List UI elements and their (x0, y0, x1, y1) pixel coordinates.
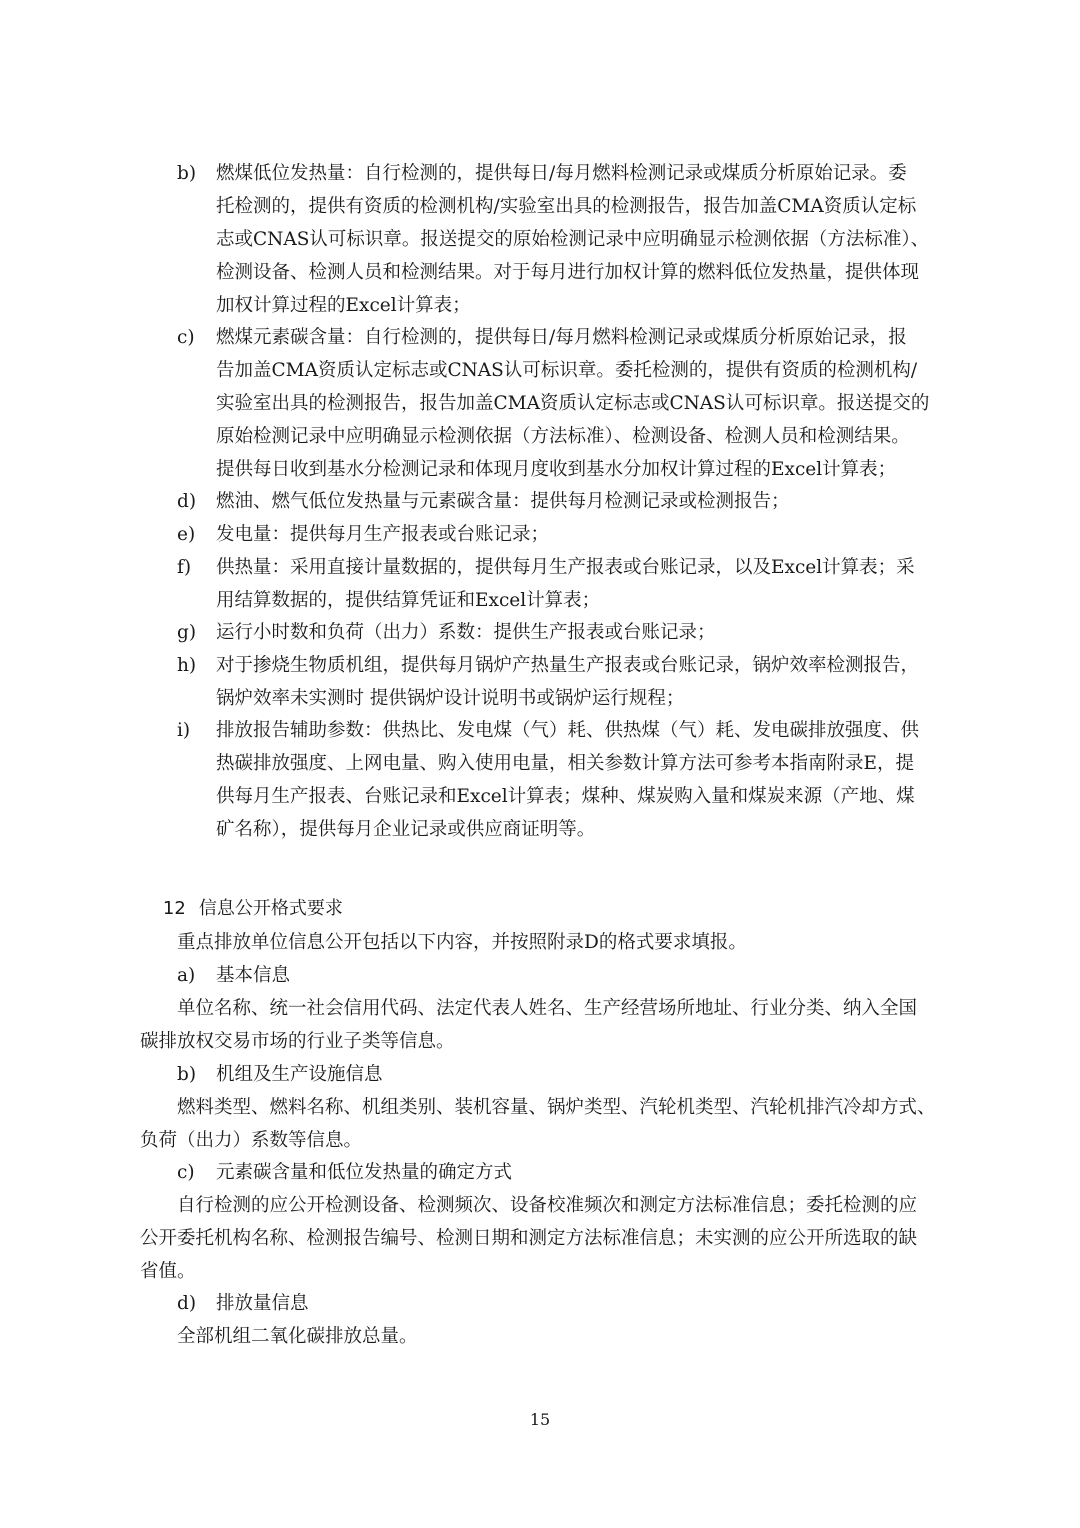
subsection-title: 排放量信息 (216, 1293, 309, 1314)
text-line: 加权计算过程的Excel计算表； (216, 295, 471, 316)
text-line: 燃油、燃气低位发热量与元素碳含量：提供每月检测记录或检测报告； (216, 491, 790, 512)
text-line: 用结算数据的，提供结算凭证和Excel计算表； (216, 590, 601, 611)
section-number: 12 (162, 898, 186, 919)
text-line: 锅炉效率未实测时 提供锅炉设计说明书或锅炉运行规程； (216, 688, 685, 709)
text-line: 省值。 (140, 1261, 196, 1282)
section-intro: 重点排放单位信息公开包括以下内容，并按照附录D的格式要求填报。 (177, 932, 747, 953)
text-line: 托检测的，提供有资质的检测机构/实验室出具的检测报告，报告加盖CMA资质认定标 (216, 196, 917, 217)
subsection-title: 元素碳含量和低位发热量的确定方式 (216, 1162, 513, 1183)
list-label: i) (177, 720, 191, 741)
list-label: f) (177, 557, 192, 578)
text-line: 单位名称、统一社会信用代码、法定代表人姓名、生产经营场所地址、行业分类、纳入全国 (177, 998, 918, 1019)
text-line: 矿名称），提供每月企业记录或供应商证明等。 (216, 819, 596, 840)
subsection-label: b) (177, 1064, 197, 1085)
text-line: 供热量：采用直接计量数据的，提供每月生产报表或台账记录，以及Excel计算表；采 (216, 557, 915, 578)
list-label: h) (177, 655, 197, 676)
text-line: 燃煤低位发热量：自行检测的，提供每日/每月燃料检测记录或煤质分析原始记录。委 (216, 163, 907, 184)
text-line: 发电量：提供每月生产报表或台账记录； (216, 524, 550, 545)
text-line: 自行检测的应公开检测设备、检测频次、设备校准频次和测定方法标准信息；委托检测的应 (177, 1195, 918, 1216)
text-line: 负荷（出力）系数等信息。 (140, 1130, 363, 1151)
text-line: 排放报告辅助参数：供热比、发电煤（气）耗、供热煤（气）耗、发电碳排放强度、供 (216, 720, 920, 741)
text-line: 全部机组二氧化碳排放总量。 (177, 1326, 418, 1347)
text-line: 对于掺烧生物质机组，提供每月锅炉产热量生产报表或台账记录，锅炉效率检测报告， (216, 655, 920, 676)
list-label: d) (177, 491, 197, 512)
subsection-label: a) (177, 965, 196, 986)
text-line: 告加盖CMA资质认定标志或CNAS认可标识章。委托检测的，提供有资质的检测机构/ (216, 360, 918, 381)
text-line: 燃料类型、燃料名称、机组类别、装机容量、锅炉类型、汽轮机类型、汽轮机排汽冷却方式、 (177, 1097, 936, 1118)
section-title: 信息公开格式要求 (198, 898, 343, 919)
text-line: 原始检测记录中应明确显示检测依据（方法标准）、检测设备、检测人员和检测结果。 (216, 426, 910, 447)
subsection-title: 机组及生产设施信息 (216, 1064, 383, 1085)
text-line: 公开委托机构名称、检测报告编号、检测日期和测定方法标准信息；未实测的应公开所选取的缺 (140, 1228, 918, 1249)
list-label: c) (177, 327, 195, 348)
list-label: b) (177, 163, 197, 184)
text-line: 志或CNAS认可标识章。报送提交的原始检测记录中应明确显示检测依据（方法标准）、 (216, 229, 930, 250)
text-line: 热碳排放强度、上网电量、购入使用电量，相关参数计算方法可参考本指南附录E，提 (216, 753, 915, 774)
text-line: 供每月生产报表、台账记录和Excel计算表；煤种、煤炭购入量和煤炭来源（产地、煤 (216, 786, 915, 807)
page-number: 15 (529, 1410, 551, 1429)
text-line: 检测设备、检测人员和检测结果。对于每月进行加权计算的燃料低位发热量，提供体现 (216, 262, 920, 283)
text-line: 燃煤元素碳含量：自行检测的，提供每日/每月燃料检测记录或煤质分析原始记录，报 (216, 327, 907, 348)
text-line: 实验室出具的检测报告，报告加盖CMA资质认定标志或CNAS认可标识章。报送提交的 (216, 393, 930, 414)
text-line: 碳排放权交易市场的行业子类等信息。 (140, 1031, 455, 1052)
text-line: 提供每日收到基水分检测记录和体现月度收到基水分加权计算过程的Excel计算表； (216, 459, 897, 480)
list-label: g) (177, 622, 197, 643)
subsection-label: c) (177, 1162, 195, 1183)
subsection-title: 基本信息 (216, 965, 291, 986)
list-label: e) (177, 524, 196, 545)
subsection-label: d) (177, 1293, 197, 1314)
text-line: 运行小时数和负荷（出力）系数：提供生产报表或台账记录； (216, 622, 716, 643)
